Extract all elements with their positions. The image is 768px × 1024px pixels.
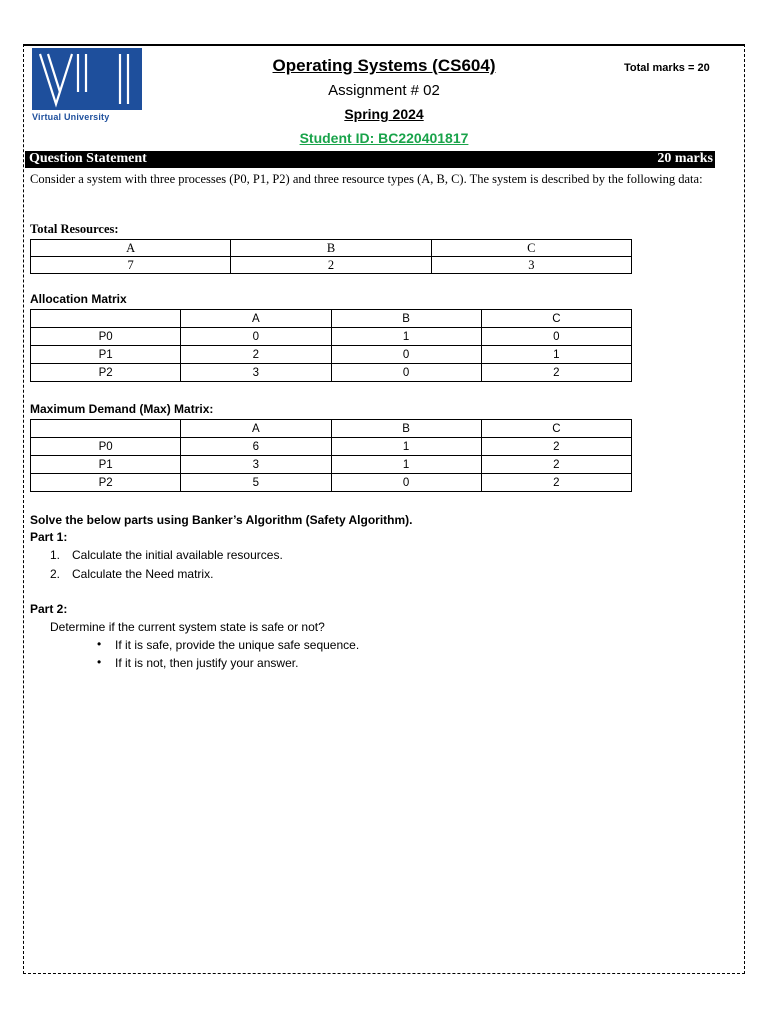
table-cell: P1 — [31, 346, 181, 364]
table-cell: 0 — [331, 346, 481, 364]
bullet-icon: • — [97, 655, 102, 669]
table-cell: 0 — [331, 474, 481, 492]
total-resources-table — [30, 239, 632, 274]
question-heading: Question Statement — [29, 151, 147, 166]
table-row — [31, 328, 632, 346]
table-cell: P2 — [31, 474, 181, 492]
table-cell: 2 — [481, 474, 631, 492]
max-demand-table — [30, 419, 632, 492]
table-cell: 5 — [181, 474, 331, 492]
part2-label: Part 2: — [30, 602, 68, 616]
table-header-cell: A — [31, 240, 231, 257]
table-header-cell: C — [431, 240, 631, 257]
part2-bullet: If it is not, then justify your answer. — [115, 656, 299, 670]
table-cell: 2 — [481, 438, 631, 456]
allocation-label: Allocation Matrix — [30, 292, 127, 306]
allocation-table — [30, 309, 632, 382]
part1-item: Calculate the Need matrix. — [72, 567, 214, 581]
table-row — [31, 420, 632, 438]
part1-item-number: 1. — [50, 548, 61, 562]
table-row — [31, 474, 632, 492]
table-cell: 1 — [331, 328, 481, 346]
table-cell: 3 — [181, 456, 331, 474]
table-header-cell: B — [331, 420, 481, 438]
question-marks: 20 marks — [657, 151, 713, 166]
table-cell: 2 — [481, 364, 631, 382]
logo-caption: Virtual University — [32, 112, 110, 122]
table-cell: P2 — [31, 364, 181, 382]
table-row — [31, 456, 632, 474]
question-header-bar — [25, 151, 715, 168]
table-cell: 7 — [31, 257, 231, 274]
part1-item: Calculate the initial available resources. — [72, 548, 283, 562]
table-cell: 0 — [331, 364, 481, 382]
part2-question: Determine if the current system state is safe or not? — [50, 620, 325, 634]
table-row — [31, 310, 632, 328]
table-cell: P0 — [31, 438, 181, 456]
table-cell: 1 — [331, 438, 481, 456]
table-header-cell: A — [181, 420, 331, 438]
table-cell: 1 — [331, 456, 481, 474]
assignment-title: Assignment # 02 — [328, 82, 440, 99]
table-header-cell: C — [481, 310, 631, 328]
semester: Spring 2024 — [344, 106, 424, 122]
table-cell: 6 — [181, 438, 331, 456]
bullet-icon: • — [97, 637, 102, 651]
table-cell: P0 — [31, 328, 181, 346]
question-description: Consider a system with three processes (P0, P1, P2) and three resource types (A, B, C). The system is described by the following data: — [30, 172, 703, 186]
table-cell: 0 — [481, 328, 631, 346]
table-row — [31, 240, 632, 257]
table-cell: 1 — [481, 346, 631, 364]
table-cell: 3 — [181, 364, 331, 382]
table-header-cell — [31, 420, 181, 438]
table-header-cell: B — [231, 240, 431, 257]
solve-instruction: Solve the below parts using Banker’s Algorithm (Safety Algorithm). — [30, 513, 413, 527]
table-header-cell — [31, 310, 181, 328]
table-row — [31, 346, 632, 364]
table-header-cell: C — [481, 420, 631, 438]
table-header-cell: B — [331, 310, 481, 328]
part2-bullet: If it is safe, provide the unique safe sequence. — [115, 638, 360, 652]
max-demand-label: Maximum Demand (Max) Matrix: — [30, 402, 214, 416]
table-cell: P1 — [31, 456, 181, 474]
course-title: Operating Systems (CS604) — [272, 56, 496, 75]
table-row — [31, 257, 632, 274]
table-row — [31, 364, 632, 382]
table-cell: 2 — [231, 257, 431, 274]
table-cell: 0 — [181, 328, 331, 346]
total-marks: Total marks = 20 — [624, 62, 710, 74]
table-cell: 3 — [431, 257, 631, 274]
table-row — [31, 438, 632, 456]
part1-label: Part 1: — [30, 530, 68, 544]
total-resources-label: Total Resources: — [30, 222, 119, 236]
table-header-cell: A — [181, 310, 331, 328]
table-cell: 2 — [181, 346, 331, 364]
student-id: Student ID: BC220401817 — [299, 130, 469, 146]
part1-item-number: 2. — [50, 567, 61, 581]
table-cell: 2 — [481, 456, 631, 474]
